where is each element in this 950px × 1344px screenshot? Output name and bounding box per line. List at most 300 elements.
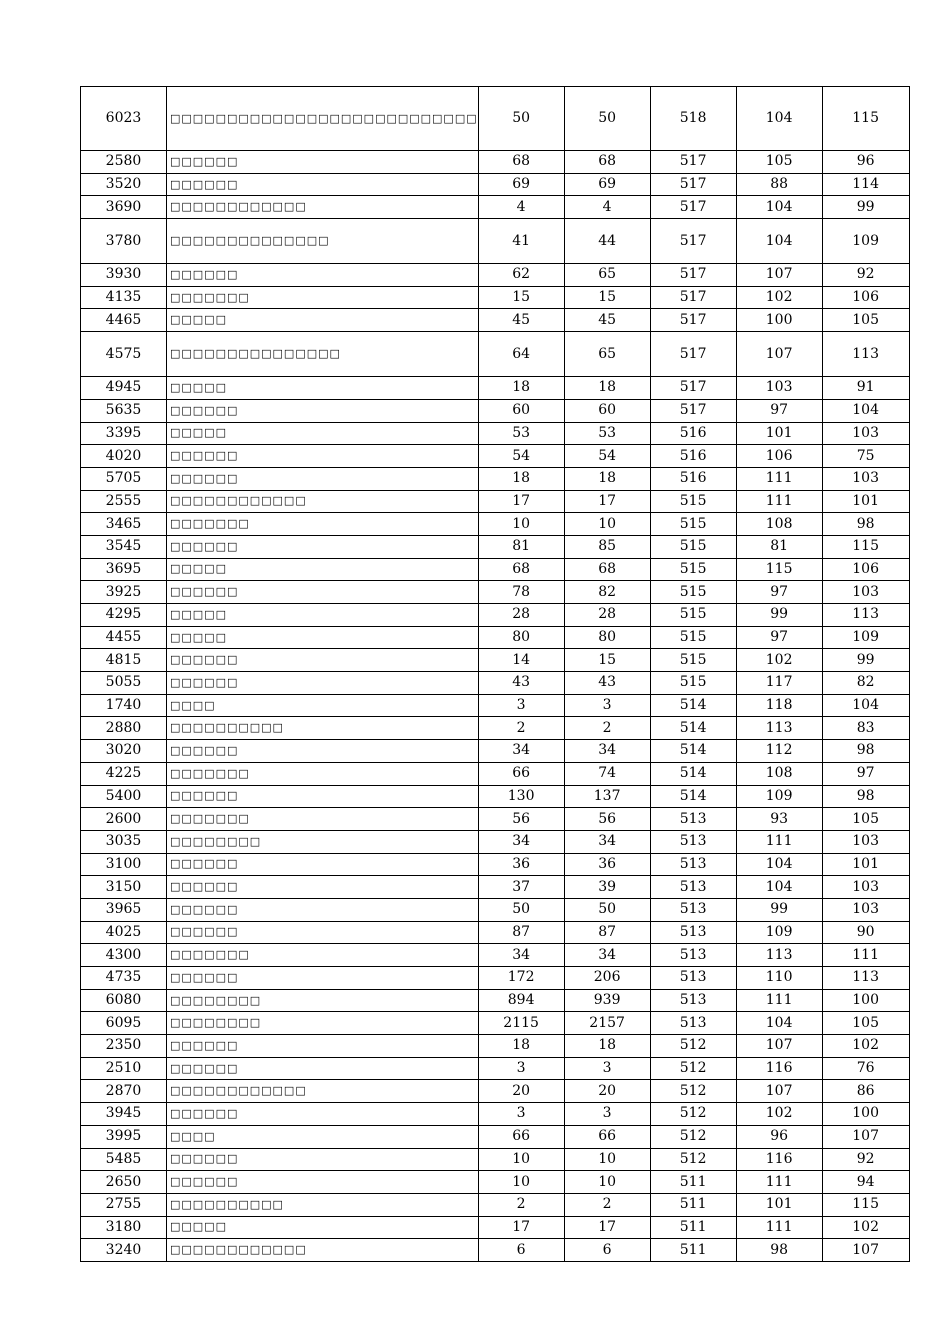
cell-score-a: 103: [736, 377, 822, 400]
cell-code: 4815: [81, 649, 167, 672]
cell-score-b: 101: [822, 853, 909, 876]
cell-score-b: 103: [822, 422, 909, 445]
cell-score-a: 104: [736, 853, 822, 876]
cell-enrolled: 60: [564, 399, 650, 422]
cell-name-text: □□□□□□□□: [170, 993, 262, 1007]
cell-plan: 14: [478, 649, 564, 672]
cell-score-b: 83: [822, 717, 909, 740]
cell-name-text: □□□□□□: [170, 539, 239, 553]
cell-min-score: 511: [650, 1193, 736, 1216]
cell-name-text: □□□□□□□: [170, 766, 250, 780]
cell-name: [167, 513, 479, 536]
table-row: [81, 1125, 910, 1148]
cell-plan: 68: [478, 558, 564, 581]
cell-name-text: □□□□□: [170, 607, 227, 621]
cell-score-b: 98: [822, 785, 909, 808]
cell-score-b: 111: [822, 944, 909, 967]
cell-name: [167, 1216, 479, 1239]
cell-name-text: □□□□: [170, 1129, 216, 1143]
cell-min-score: 515: [650, 604, 736, 627]
score-table-sheet: [80, 86, 910, 1262]
cell-plan: 62: [478, 264, 564, 287]
cell-code: 3945: [81, 1103, 167, 1126]
cell-score-b: 105: [822, 309, 909, 332]
cell-min-score: 517: [650, 151, 736, 174]
cell-enrolled: 45: [564, 309, 650, 332]
cell-score-b: 114: [822, 173, 909, 196]
cell-name-text: □□□□□□: [170, 970, 239, 984]
cell-score-a: 104: [736, 196, 822, 219]
cell-name: [167, 1148, 479, 1171]
cell-name: [167, 853, 479, 876]
cell-min-score: 515: [650, 649, 736, 672]
cell-name-text: □□□□□: [170, 1220, 227, 1234]
cell-code: 3780: [81, 219, 167, 264]
cell-name: [167, 467, 479, 490]
cell-name-text: □□□□□□□□□□: [170, 721, 284, 735]
cell-enrolled: 10: [564, 1148, 650, 1171]
cell-score-b: 100: [822, 989, 909, 1012]
cell-name: [167, 535, 479, 558]
cell-enrolled: 74: [564, 762, 650, 785]
cell-score-b: 100: [822, 1103, 909, 1126]
cell-plan: 34: [478, 944, 564, 967]
cell-enrolled: 2: [564, 717, 650, 740]
cell-score-a: 93: [736, 808, 822, 831]
cell-name-text: □□□□□□□: [170, 517, 250, 531]
cell-name-text: □□□□□□□□□□□□: [170, 494, 307, 508]
cell-plan: 68: [478, 151, 564, 174]
cell-score-b: 115: [822, 535, 909, 558]
cell-name-text: □□□□□□□□□□□□□□□: [170, 347, 341, 361]
cell-min-score: 513: [650, 944, 736, 967]
cell-score-b: 92: [822, 1148, 909, 1171]
cell-name: [167, 694, 479, 717]
table-row: [81, 219, 910, 264]
cell-score-a: 105: [736, 151, 822, 174]
cell-plan: 894: [478, 989, 564, 1012]
cell-score-b: 107: [822, 1239, 909, 1262]
cell-min-score: 515: [650, 581, 736, 604]
cell-score-a: 111: [736, 467, 822, 490]
table-row: [81, 558, 910, 581]
cell-plan: 18: [478, 1035, 564, 1058]
cell-code: 3395: [81, 422, 167, 445]
cell-score-a: 111: [736, 1216, 822, 1239]
cell-name-text: □□□□□□□□□□□□: [170, 1243, 307, 1257]
cell-score-b: 90: [822, 921, 909, 944]
table-row: [81, 1239, 910, 1262]
cell-enrolled: 50: [564, 87, 650, 151]
cell-code: 3930: [81, 264, 167, 287]
cell-enrolled: 36: [564, 853, 650, 876]
cell-code: 2555: [81, 490, 167, 513]
cell-min-score: 513: [650, 921, 736, 944]
score-table: [80, 86, 910, 1262]
cell-score-b: 96: [822, 151, 909, 174]
cell-name: [167, 1193, 479, 1216]
cell-name: [167, 490, 479, 513]
cell-score-a: 108: [736, 762, 822, 785]
cell-name: [167, 558, 479, 581]
cell-score-a: 118: [736, 694, 822, 717]
cell-plan: 54: [478, 445, 564, 468]
cell-plan: 3: [478, 694, 564, 717]
cell-score-a: 111: [736, 989, 822, 1012]
table-row: [81, 1057, 910, 1080]
cell-enrolled: 34: [564, 740, 650, 763]
table-row: [81, 876, 910, 899]
table-row: [81, 967, 910, 990]
cell-min-score: 512: [650, 1148, 736, 1171]
cell-score-a: 99: [736, 604, 822, 627]
cell-plan: 18: [478, 467, 564, 490]
cell-code: 4300: [81, 944, 167, 967]
cell-code: 5705: [81, 467, 167, 490]
cell-name: [167, 422, 479, 445]
cell-enrolled: 17: [564, 490, 650, 513]
cell-name-text: □□□□□□□□□□□□: [170, 200, 307, 214]
cell-plan: 4: [478, 196, 564, 219]
cell-plan: 172: [478, 967, 564, 990]
table-row: [81, 399, 910, 422]
cell-enrolled: 206: [564, 967, 650, 990]
cell-score-b: 97: [822, 762, 909, 785]
table-row: [81, 898, 910, 921]
cell-plan: 130: [478, 785, 564, 808]
cell-min-score: 518: [650, 87, 736, 151]
cell-code: 4025: [81, 921, 167, 944]
cell-code: 6095: [81, 1012, 167, 1035]
cell-name-text: □□□□□□□□□□□□: [170, 1084, 307, 1098]
cell-plan: 80: [478, 626, 564, 649]
cell-score-a: 104: [736, 876, 822, 899]
score-table-body: [81, 87, 910, 1262]
cell-code: 3925: [81, 581, 167, 604]
cell-score-b: 103: [822, 876, 909, 899]
cell-name: [167, 264, 479, 287]
cell-plan: 56: [478, 808, 564, 831]
cell-score-a: 106: [736, 445, 822, 468]
cell-min-score: 515: [650, 513, 736, 536]
cell-enrolled: 68: [564, 558, 650, 581]
cell-score-b: 104: [822, 694, 909, 717]
cell-enrolled: 65: [564, 264, 650, 287]
cell-code: 4465: [81, 309, 167, 332]
cell-plan: 36: [478, 853, 564, 876]
cell-min-score: 512: [650, 1125, 736, 1148]
table-row: [81, 989, 910, 1012]
cell-enrolled: 44: [564, 219, 650, 264]
cell-name: [167, 173, 479, 196]
cell-score-a: 97: [736, 626, 822, 649]
cell-enrolled: 80: [564, 626, 650, 649]
cell-name: [167, 808, 479, 831]
cell-plan: 2: [478, 717, 564, 740]
cell-name: [167, 740, 479, 763]
cell-min-score: 517: [650, 264, 736, 287]
cell-enrolled: 3: [564, 1103, 650, 1126]
cell-enrolled: 69: [564, 173, 650, 196]
cell-score-b: 109: [822, 219, 909, 264]
cell-code: 2510: [81, 1057, 167, 1080]
cell-name: [167, 1080, 479, 1103]
cell-min-score: 514: [650, 694, 736, 717]
cell-name: [167, 717, 479, 740]
cell-score-a: 115: [736, 558, 822, 581]
cell-score-b: 76: [822, 1057, 909, 1080]
cell-min-score: 513: [650, 967, 736, 990]
cell-name-text: □□□□□□: [170, 1152, 239, 1166]
cell-plan: 50: [478, 898, 564, 921]
table-row: [81, 1035, 910, 1058]
cell-name: [167, 1239, 479, 1262]
cell-score-b: 103: [822, 467, 909, 490]
cell-score-a: 116: [736, 1148, 822, 1171]
cell-score-a: 101: [736, 422, 822, 445]
table-row: [81, 672, 910, 695]
cell-name: [167, 876, 479, 899]
cell-score-a: 101: [736, 1193, 822, 1216]
cell-code: 4020: [81, 445, 167, 468]
cell-score-a: 104: [736, 219, 822, 264]
cell-min-score: 517: [650, 332, 736, 377]
cell-code: 1740: [81, 694, 167, 717]
table-row: [81, 1080, 910, 1103]
cell-name: [167, 785, 479, 808]
cell-score-a: 107: [736, 1080, 822, 1103]
cell-plan: 41: [478, 219, 564, 264]
cell-score-b: 109: [822, 626, 909, 649]
cell-name: [167, 1035, 479, 1058]
cell-min-score: 511: [650, 1171, 736, 1194]
cell-enrolled: 15: [564, 649, 650, 672]
cell-enrolled: 18: [564, 467, 650, 490]
cell-name-text: □□□□□□: [170, 267, 239, 281]
cell-enrolled: 17: [564, 1216, 650, 1239]
table-row: [81, 853, 910, 876]
cell-plan: 69: [478, 173, 564, 196]
table-row: [81, 513, 910, 536]
cell-enrolled: 4: [564, 196, 650, 219]
cell-plan: 17: [478, 1216, 564, 1239]
cell-name-text: □□□□□□: [170, 1175, 239, 1189]
cell-code: 2870: [81, 1080, 167, 1103]
table-row: [81, 309, 910, 332]
cell-min-score: 516: [650, 467, 736, 490]
cell-score-a: 112: [736, 740, 822, 763]
cell-min-score: 514: [650, 740, 736, 763]
cell-enrolled: 2157: [564, 1012, 650, 1035]
cell-name-text: □□□□□□□□: [170, 1016, 262, 1030]
table-row: [81, 649, 910, 672]
cell-score-a: 107: [736, 264, 822, 287]
cell-min-score: 512: [650, 1057, 736, 1080]
cell-min-score: 517: [650, 309, 736, 332]
cell-name: [167, 1057, 479, 1080]
cell-name-text: □□□□□□: [170, 925, 239, 939]
cell-name-text: □□□□□□□□: [170, 834, 262, 848]
table-row: [81, 467, 910, 490]
table-row: [81, 694, 910, 717]
table-row: [81, 445, 910, 468]
cell-min-score: 515: [650, 672, 736, 695]
cell-score-a: 109: [736, 921, 822, 944]
cell-name: [167, 898, 479, 921]
cell-score-a: 102: [736, 286, 822, 309]
cell-code: 3150: [81, 876, 167, 899]
cell-name: [167, 219, 479, 264]
cell-plan: 28: [478, 604, 564, 627]
cell-enrolled: 10: [564, 1171, 650, 1194]
cell-plan: 10: [478, 513, 564, 536]
cell-score-a: 102: [736, 649, 822, 672]
cell-enrolled: 85: [564, 535, 650, 558]
cell-min-score: 512: [650, 1103, 736, 1126]
cell-name-text: □□□□□□: [170, 1061, 239, 1075]
cell-name: [167, 1103, 479, 1126]
cell-enrolled: 68: [564, 151, 650, 174]
cell-name: [167, 944, 479, 967]
cell-code: 5485: [81, 1148, 167, 1171]
cell-enrolled: 43: [564, 672, 650, 695]
cell-score-a: 99: [736, 898, 822, 921]
cell-score-b: 115: [822, 87, 909, 151]
cell-name: [167, 1171, 479, 1194]
cell-name-text: □□□□□□: [170, 653, 239, 667]
cell-name-text: □□□□□□: [170, 1106, 239, 1120]
cell-min-score: 514: [650, 717, 736, 740]
cell-code: 5055: [81, 672, 167, 695]
cell-score-b: 86: [822, 1080, 909, 1103]
cell-score-b: 115: [822, 1193, 909, 1216]
cell-plan: 37: [478, 876, 564, 899]
cell-score-b: 103: [822, 581, 909, 604]
cell-name-text: □□□□□□: [170, 471, 239, 485]
cell-enrolled: 50: [564, 898, 650, 921]
table-row: [81, 762, 910, 785]
cell-code: 4295: [81, 604, 167, 627]
cell-name: [167, 830, 479, 853]
cell-name-text: □□□□□□: [170, 449, 239, 463]
cell-code: 6080: [81, 989, 167, 1012]
cell-score-a: 111: [736, 490, 822, 513]
cell-min-score: 517: [650, 173, 736, 196]
cell-name: [167, 626, 479, 649]
cell-name: [167, 967, 479, 990]
cell-enrolled: 15: [564, 286, 650, 309]
cell-score-b: 102: [822, 1035, 909, 1058]
cell-name: [167, 151, 479, 174]
cell-name-text: □□□□□: [170, 313, 227, 327]
cell-name-text: □□□□□□: [170, 177, 239, 191]
table-row: [81, 196, 910, 219]
table-row: [81, 785, 910, 808]
cell-code: 4735: [81, 967, 167, 990]
cell-plan: 18: [478, 377, 564, 400]
cell-min-score: 515: [650, 490, 736, 513]
cell-plan: 6: [478, 1239, 564, 1262]
cell-plan: 66: [478, 1125, 564, 1148]
table-row: [81, 535, 910, 558]
cell-score-a: 110: [736, 967, 822, 990]
cell-enrolled: 65: [564, 332, 650, 377]
cell-code: 3180: [81, 1216, 167, 1239]
cell-score-a: 88: [736, 173, 822, 196]
cell-plan: 64: [478, 332, 564, 377]
cell-min-score: 513: [650, 1012, 736, 1035]
cell-score-a: 109: [736, 785, 822, 808]
cell-score-b: 99: [822, 649, 909, 672]
cell-score-a: 117: [736, 672, 822, 695]
table-row: [81, 830, 910, 853]
cell-score-a: 107: [736, 1035, 822, 1058]
table-row: [81, 422, 910, 445]
cell-plan: 2: [478, 1193, 564, 1216]
cell-code: 3545: [81, 535, 167, 558]
cell-name-text: □□□□□□: [170, 743, 239, 757]
cell-plan: 78: [478, 581, 564, 604]
cell-enrolled: 66: [564, 1125, 650, 1148]
cell-name: [167, 921, 479, 944]
cell-name-text: □□□□□□□□□□□□□□: [170, 234, 330, 248]
cell-score-b: 94: [822, 1171, 909, 1194]
cell-score-b: 91: [822, 377, 909, 400]
cell-name-text: □□□□□□: [170, 789, 239, 803]
cell-name-text: □□□□□□□: [170, 290, 250, 304]
cell-score-b: 106: [822, 558, 909, 581]
cell-score-a: 107: [736, 332, 822, 377]
cell-enrolled: 53: [564, 422, 650, 445]
cell-plan: 17: [478, 490, 564, 513]
cell-score-b: 92: [822, 264, 909, 287]
cell-name-text: □□□□□□: [170, 403, 239, 417]
cell-plan: 34: [478, 830, 564, 853]
cell-code: 3995: [81, 1125, 167, 1148]
cell-name-text: □□□□□□□□□□: [170, 1197, 284, 1211]
cell-code: 4575: [81, 332, 167, 377]
cell-name-text: □□□□□□: [170, 902, 239, 916]
cell-name: [167, 1012, 479, 1035]
cell-min-score: 517: [650, 219, 736, 264]
cell-code: 3520: [81, 173, 167, 196]
cell-code: 5635: [81, 399, 167, 422]
cell-name-text: □□□□□□□: [170, 948, 250, 962]
cell-score-a: 111: [736, 1171, 822, 1194]
cell-enrolled: 87: [564, 921, 650, 944]
cell-name: [167, 196, 479, 219]
cell-code: 2580: [81, 151, 167, 174]
cell-code: 3695: [81, 558, 167, 581]
cell-enrolled: 82: [564, 581, 650, 604]
cell-min-score: 515: [650, 626, 736, 649]
table-row: [81, 151, 910, 174]
cell-plan: 43: [478, 672, 564, 695]
cell-enrolled: 20: [564, 1080, 650, 1103]
table-row: [81, 377, 910, 400]
cell-min-score: 513: [650, 853, 736, 876]
cell-enrolled: 137: [564, 785, 650, 808]
cell-name: [167, 399, 479, 422]
cell-enrolled: 28: [564, 604, 650, 627]
table-row: [81, 1216, 910, 1239]
cell-enrolled: 6: [564, 1239, 650, 1262]
cell-plan: 87: [478, 921, 564, 944]
cell-name-text: □□□□□□: [170, 675, 239, 689]
cell-name-text: □□□□□□□□□□□□□□□□□□□□□□□□□□□: [170, 111, 478, 125]
cell-name: [167, 762, 479, 785]
cell-code: 3035: [81, 830, 167, 853]
